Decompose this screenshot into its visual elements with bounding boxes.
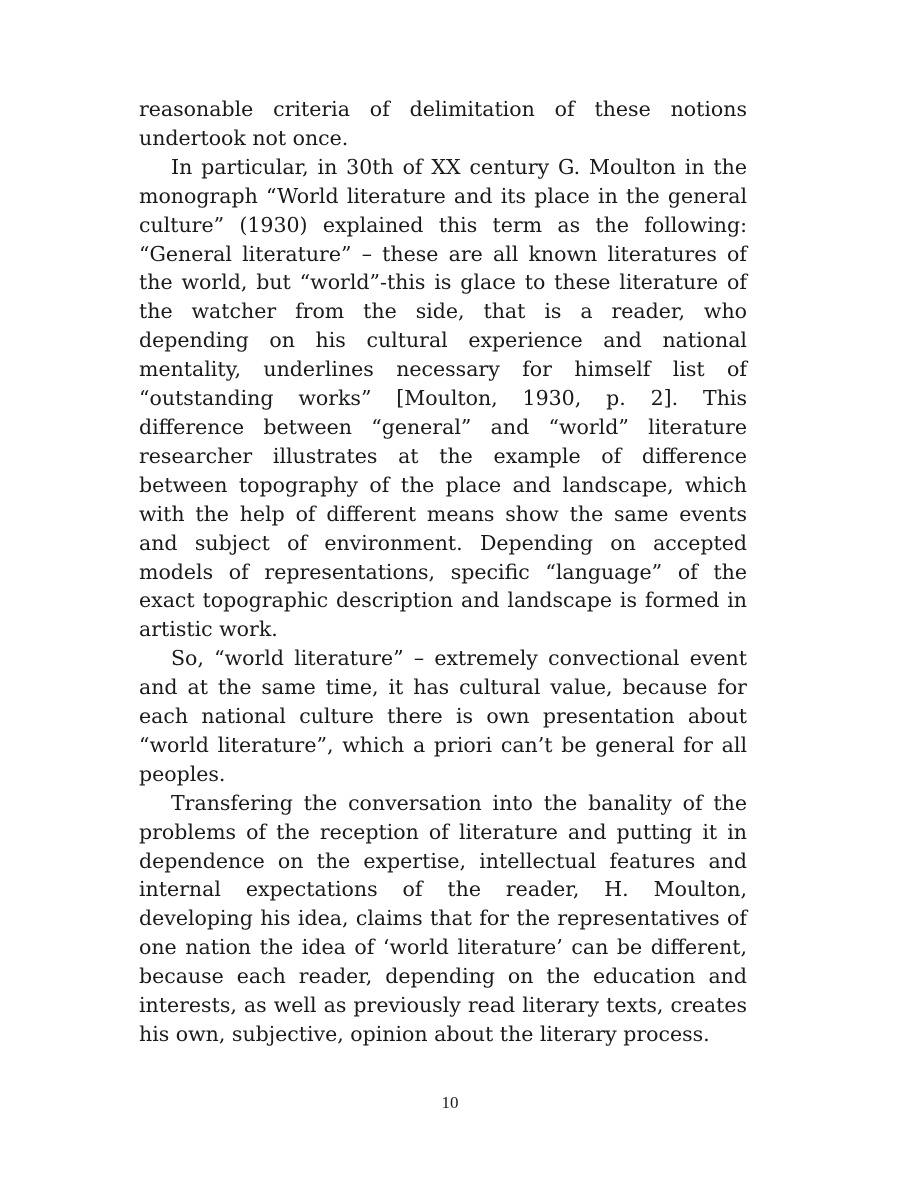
body-text <box>139 95 747 1049</box>
paragraph-world-literature-value: So, “world literature” – extremely convectional event and at the same time, it has cultural value, because for each national culture there is own presentation about “world literature”, which a priori can’t be general for all peoples. <box>139 646 747 786</box>
paragraph-moulton-monograph: In particular, in 30th of XX century G. Moulton in the monograph “World literature and its place in the general culture” (1930) explained this term as the following: “General literature” – these are all known literatures of the world, but “world”-this is glace to these literature of the watcher from the side, that is a reader, who depending on his cultural experience and national mentality, underlines necessary for himself list of “outstanding works” [Moulton, 1930, p. 2]. This difference between “general” and “world” literature researcher illustrates at the example of difference between topography of the place and landscape, which with the help of different means show the same events and subject of environment. Depending on accepted models of representations, specific “language” of the exact topographic description and landscape is formed in artistic work. <box>139 154 747 642</box>
page-number: 10 <box>441 1093 459 1112</box>
paragraph-continuation: reasonable criteria of delimitation of these notions undertook not once. <box>139 97 747 150</box>
paragraph-reception-of-literature: Transfering the conversation into the banality of the problems of the reception of literature and putting it in dependence on the expertise, intellectual features and internal expectations of the reader, H. Moulton, developing his idea, claims that for the representatives of one nation the idea of ‘world literature’ can be different, because each reader, depending on the education and interests, as well as previously read literary texts, creates his own, subjective, opinion about the literary process. <box>139 790 747 1046</box>
